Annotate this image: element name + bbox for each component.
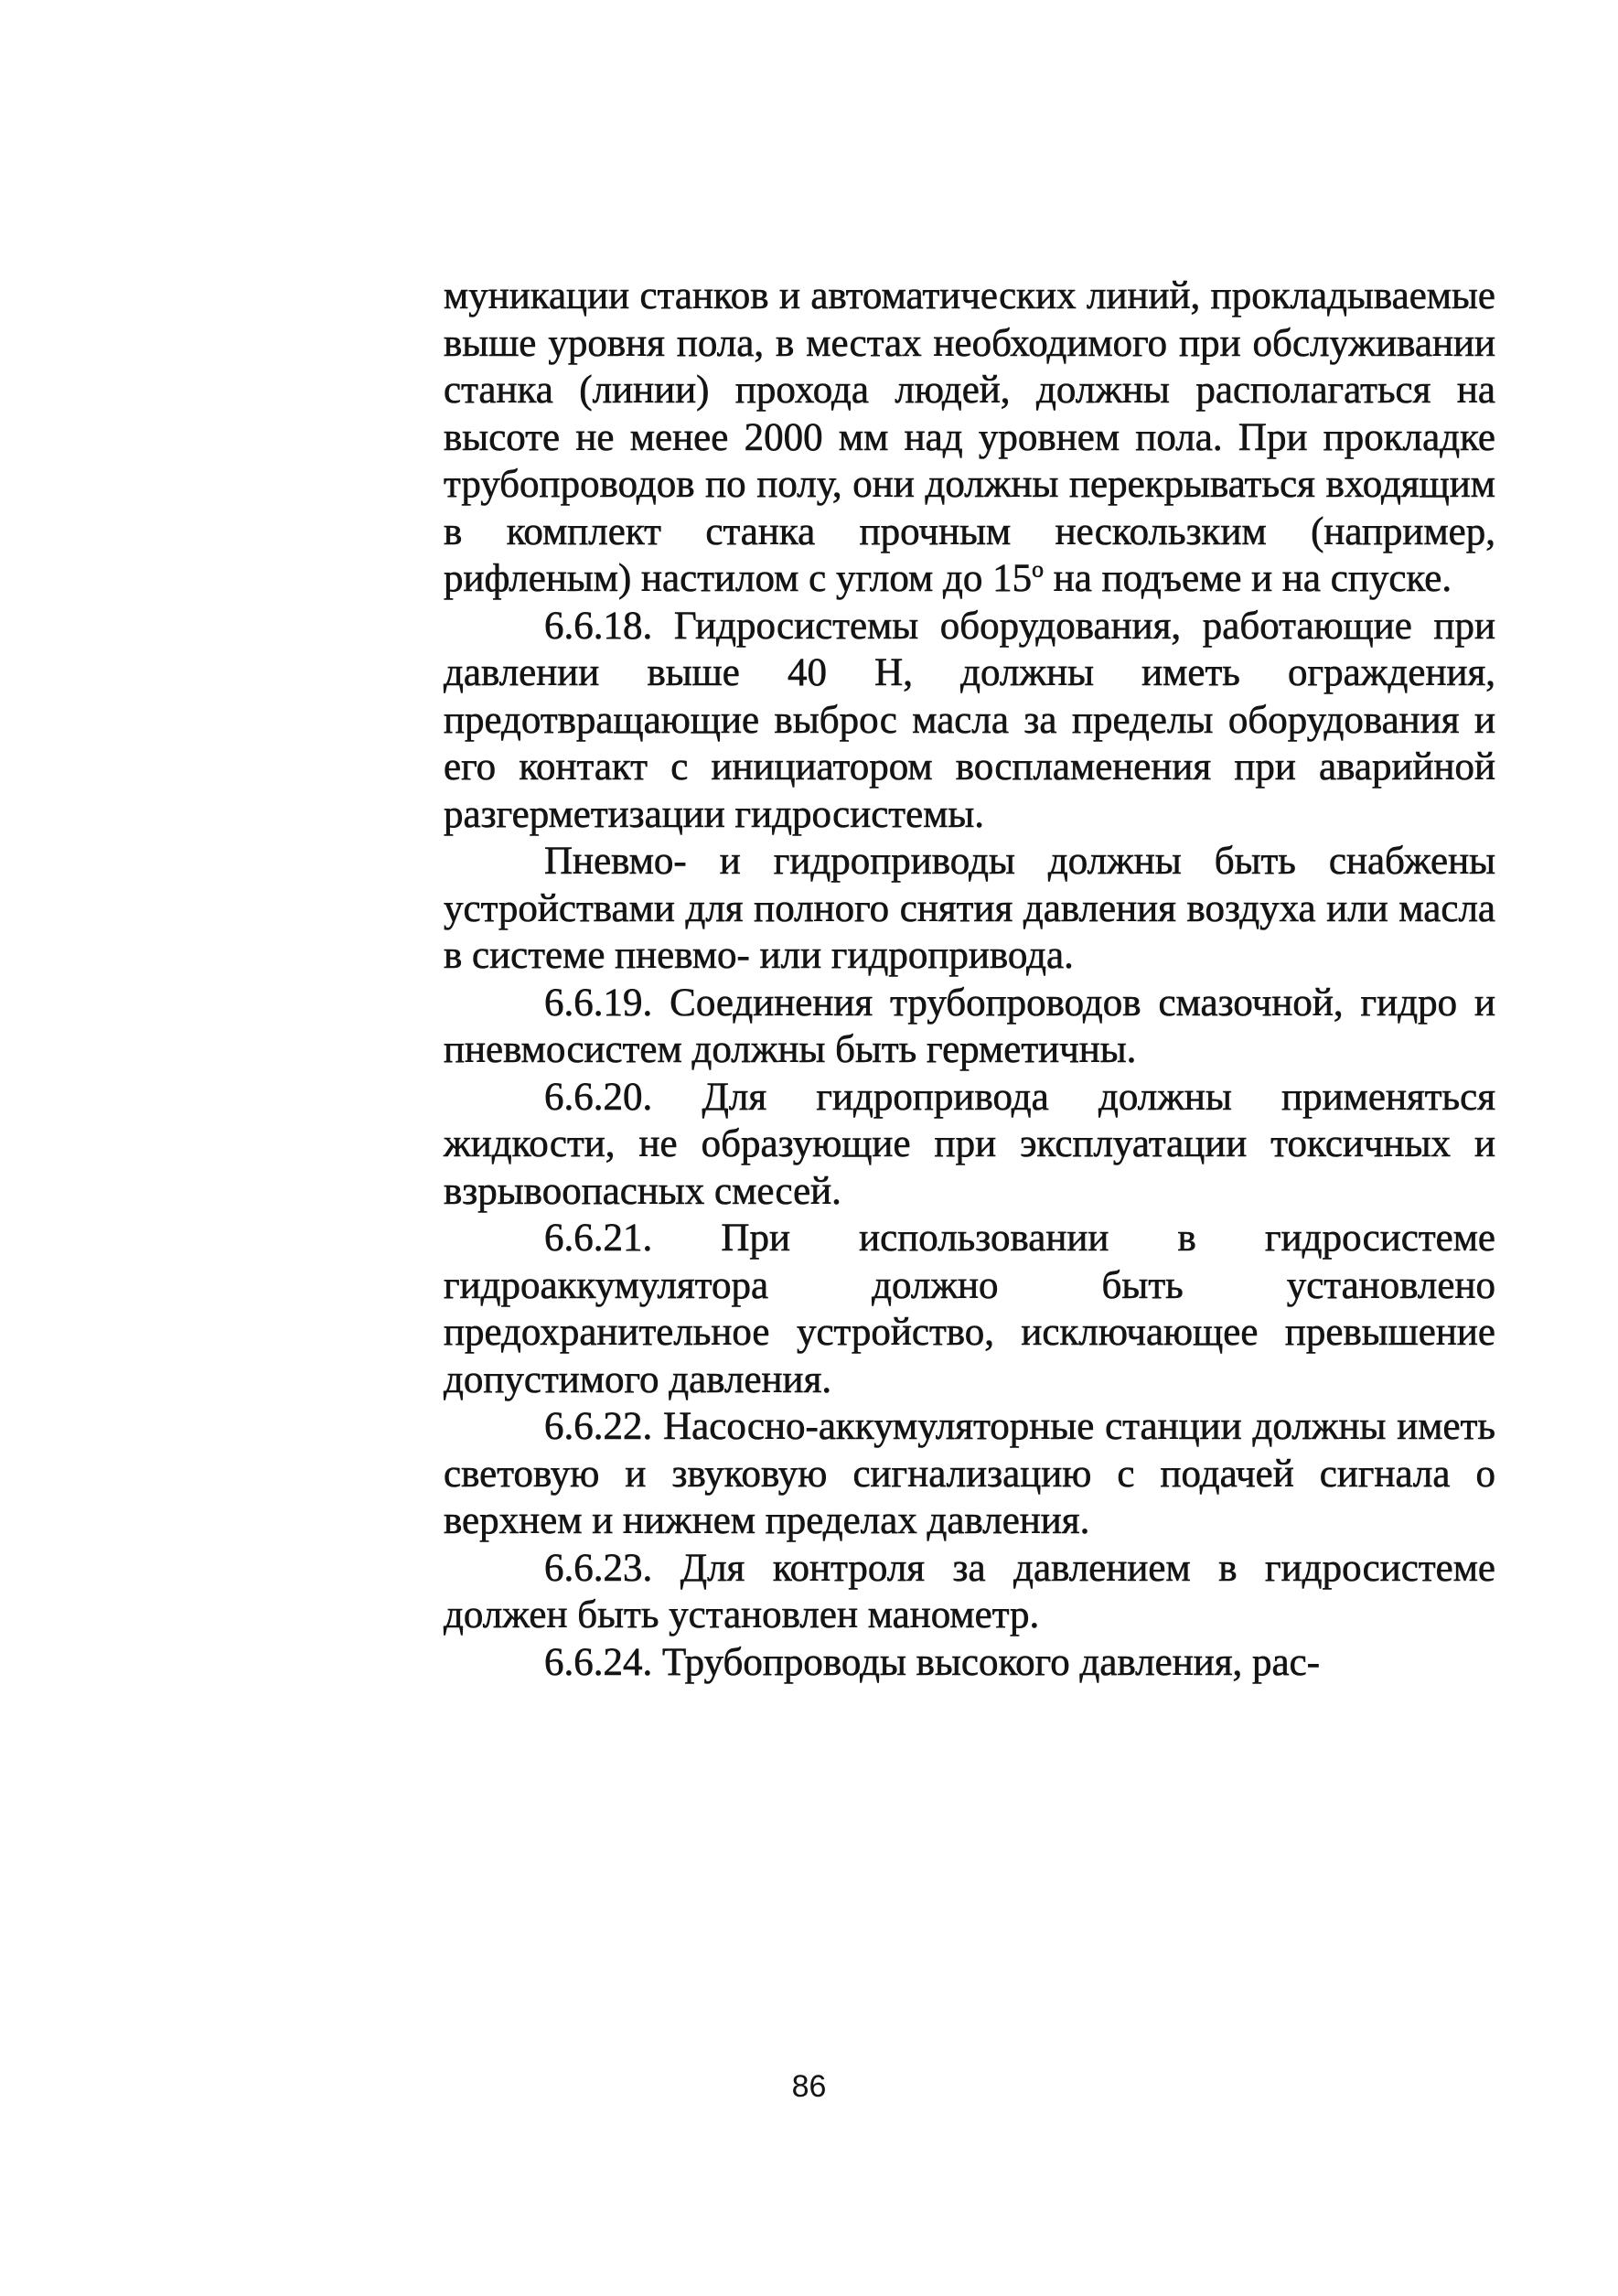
paragraph-tail: на подъеме и на спуске. <box>1044 557 1452 600</box>
paragraph-6-6-21: 6.6.21. При использовании в гидросистеме гидроаккумулятора должно быть установлено предохранительное устройство, исключающее превышение допустимого давления. <box>444 1217 1495 1401</box>
paragraph-6-6-24: 6.6.24. Трубопроводы высокого давления, рас- <box>544 1640 1321 1684</box>
paragraph-6-6-23: 6.6.23. Для контроля за давлением в гидросистеме должен быть установлен манометр. <box>444 1546 1495 1636</box>
paragraph-6-6-22: 6.6.22. Насосно-аккумуляторные станции должны иметь световую и звуковую сигнализацию с подачей сигнала о верхнем и нижнем пределах давления. <box>444 1405 1495 1542</box>
paragraph-6-6-19: 6.6.19. Соединения трубопроводов смазочной, гидро и пневмосистем должны быть герметичны. <box>444 981 1495 1071</box>
paragraph-pneumo-drives: Пневмо- и гидроприводы должны быть снабжены устройствами для полного снятия давления воздуха или масла в системе пневмо- или гидропривода. <box>444 840 1495 977</box>
paragraph-continuation <box>444 273 1495 603</box>
body-text <box>444 273 1495 1686</box>
paragraph-6-6-18: 6.6.18. Гидросистемы оборудования, работающие при давлении выше 40 Н, должны иметь ограждения, предотвращающие выброс масла за пределы оборудования и его контакт с инициатором воспламенения при аварийной разгерметизации гидросистемы. <box>444 604 1495 836</box>
paragraph-text: муникации станков и автоматических линий, прокладываемые выше уровня пола, в местах необходимого при обслуживании станка (линии) прохода людей, должны располагаться на высоте не менее 2000 мм над уровнем пола. При прокладке трубопроводов по полу, они должны перекрываться входящим в комплект станка прочным нескользким (например, рифленым) настилом с углом до 15 <box>444 274 1495 600</box>
paragraph-6-6-20: 6.6.20. Для гидропривода должны применяться жидкости, не образующие при эксплуатации токсичных и взрывоопасных смесей. <box>444 1075 1495 1213</box>
degree-mark: о <box>1032 555 1045 583</box>
page-number: 86 <box>791 2069 827 2104</box>
